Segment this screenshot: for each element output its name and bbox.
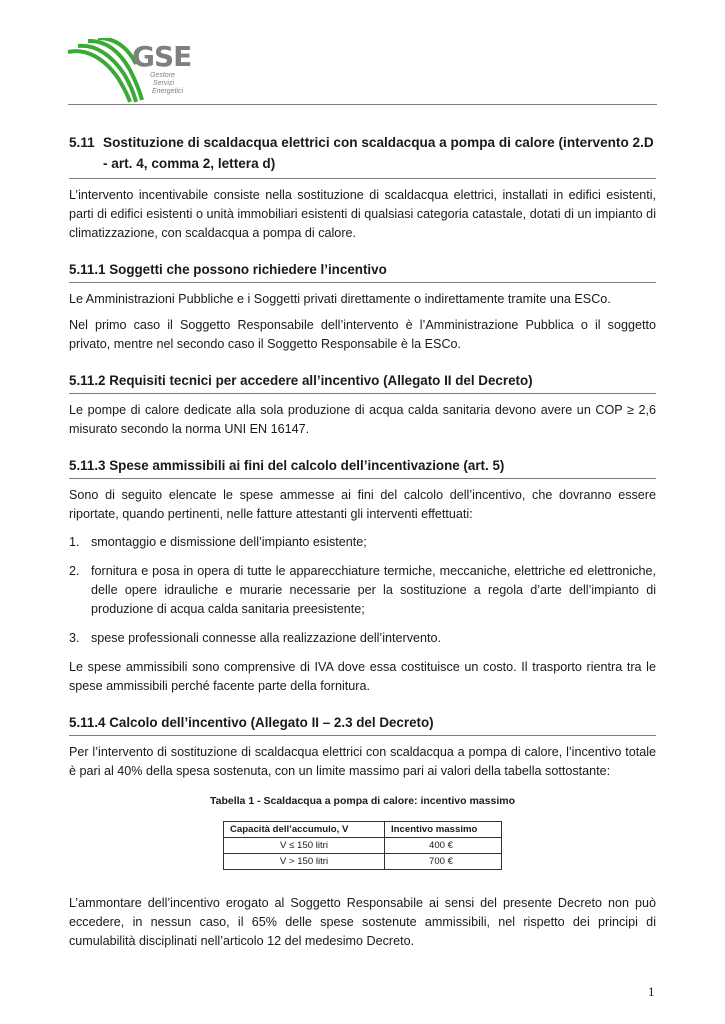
page-number: 1 [648, 984, 655, 999]
list-item-text: smontaggio e dismissione dell’impianto esistente; [91, 535, 367, 549]
subsection-requisiti [69, 371, 656, 439]
table-header-cell: Incentivo massimo [385, 822, 502, 838]
table-header-cell: Capacità dell’accumulo, V [224, 822, 385, 838]
paragraph: L’ammontare dell’incentivo erogato al Soggetto Responsabile ai sensi del presente Decreto non può eccedere, in nessun caso, il 65% delle spese sostenute ammissibili, nel rispetto dei principi di cumulabilità disciplinati nell’articolo 12 del medesimo Decreto. [69, 896, 656, 948]
logo-subtitle-line: Gestore [150, 72, 175, 79]
logo-subtitle-line: Energetici [152, 88, 184, 95]
logo-subtitle [150, 72, 183, 96]
table-header-row [224, 822, 502, 838]
list-item-text: fornitura e posa in opera di tutte le apparecchiature termiche, meccaniche, elettriche ed elettroniche, delle opere idrauliche e murarie necessarie per la sostituzione a regola d’arte dell’impianto di produzione di acqua calda sanitaria preesistente; [91, 564, 656, 616]
subsection-heading: 5.11.4 Calcolo dell’incentivo (Allegato II – 2.3 del Decreto) [69, 713, 656, 736]
table-caption: Tabella 1 - Scaldacqua a pompa di calore: incentivo massimo [210, 795, 515, 807]
paragraph: Sono di seguito elencate le spese ammesse ai fini del calcolo dell’incentivo, che dovranno essere riportate, quando pertinenti, nelle fatture attestanti gli interventi effettuati: [69, 488, 656, 521]
subsection-soggetti [69, 260, 656, 354]
section-title: Sostituzione di scaldacqua elettrici con scaldacqua a pompa di calore (intervento 2.D - art. 4, comma 2, lettera d) [103, 135, 654, 171]
paragraph: Le pompe di calore dedicate alla sola produzione di acqua calda sanitaria devono avere un COP ≥ 2,6 misurato secondo la norma UNI EN 16147. [69, 403, 656, 436]
paragraph: Le spese ammissibili sono comprensive di IVA dove essa costituisce un costo. Il trasporto rientra tra le spese ammissibili perché facente parte della fornitura. [69, 660, 656, 693]
table-cell: V > 150 litri [224, 854, 385, 870]
logo-subtitle-line: Servizi [153, 80, 175, 87]
section-heading [69, 132, 656, 179]
list-item [69, 629, 656, 648]
subsection-spese [69, 456, 656, 696]
list-item-number: 2. [69, 564, 80, 578]
list-item [69, 562, 656, 619]
document-body [69, 132, 656, 951]
logo-wordmark: GSE [132, 40, 192, 73]
incentive-table [223, 821, 502, 870]
table-cell: V ≤ 150 litri [224, 838, 385, 854]
subsection-heading: 5.11.3 Spese ammissibili ai fini del calcolo dell’incentivazione (art. 5) [69, 456, 656, 479]
paragraph: Per l’intervento di sostituzione di scaldacqua elettrici con scaldacqua a pompa di calore, l’incentivo totale è pari al 40% della spesa sostenuta, con un limite massimo pari ai valori della tabella sottostante: [69, 745, 656, 778]
section-number: 5.11 [69, 135, 95, 150]
header-divider [68, 104, 657, 105]
table-cell: 400 € [385, 838, 502, 854]
expense-list [69, 533, 656, 648]
list-item-text: spese professionali connesse alla realizzazione dell’intervento. [91, 631, 442, 645]
paragraph: Nel primo caso il Soggetto Responsabile dell’intervento è l’Amministrazione Pubblica o il soggetto privato, mentre nel secondo caso il Soggetto Responsabile è la ESCo. [69, 318, 656, 351]
list-item-number: 1. [69, 535, 80, 549]
table-row [224, 854, 502, 870]
subsection-heading: 5.11.1 Soggetti che possono richiedere l’incentivo [69, 260, 656, 283]
table-cell: 700 € [385, 854, 502, 870]
list-item [69, 533, 656, 552]
table-row [224, 838, 502, 854]
section-intro-paragraph: L’intervento incentivabile consiste nella sostituzione di scaldacqua elettrici, installati in edifici esistenti, parti di edifici esistenti o unità immobiliari esistenti di qualsiasi categoria catastale, dotati di un impianto di climatizzazione, con scaldacqua a pompa di calore. [69, 188, 656, 240]
subsection-heading: 5.11.2 Requisiti tecnici per accedere all’incentivo (Allegato II del Decreto) [69, 371, 656, 394]
list-item-number: 3. [69, 631, 80, 645]
paragraph: Le Amministrazioni Pubbliche e i Soggetti privati direttamente o indirettamente tramite una ESCo. [69, 292, 611, 306]
subsection-calcolo [69, 713, 656, 951]
